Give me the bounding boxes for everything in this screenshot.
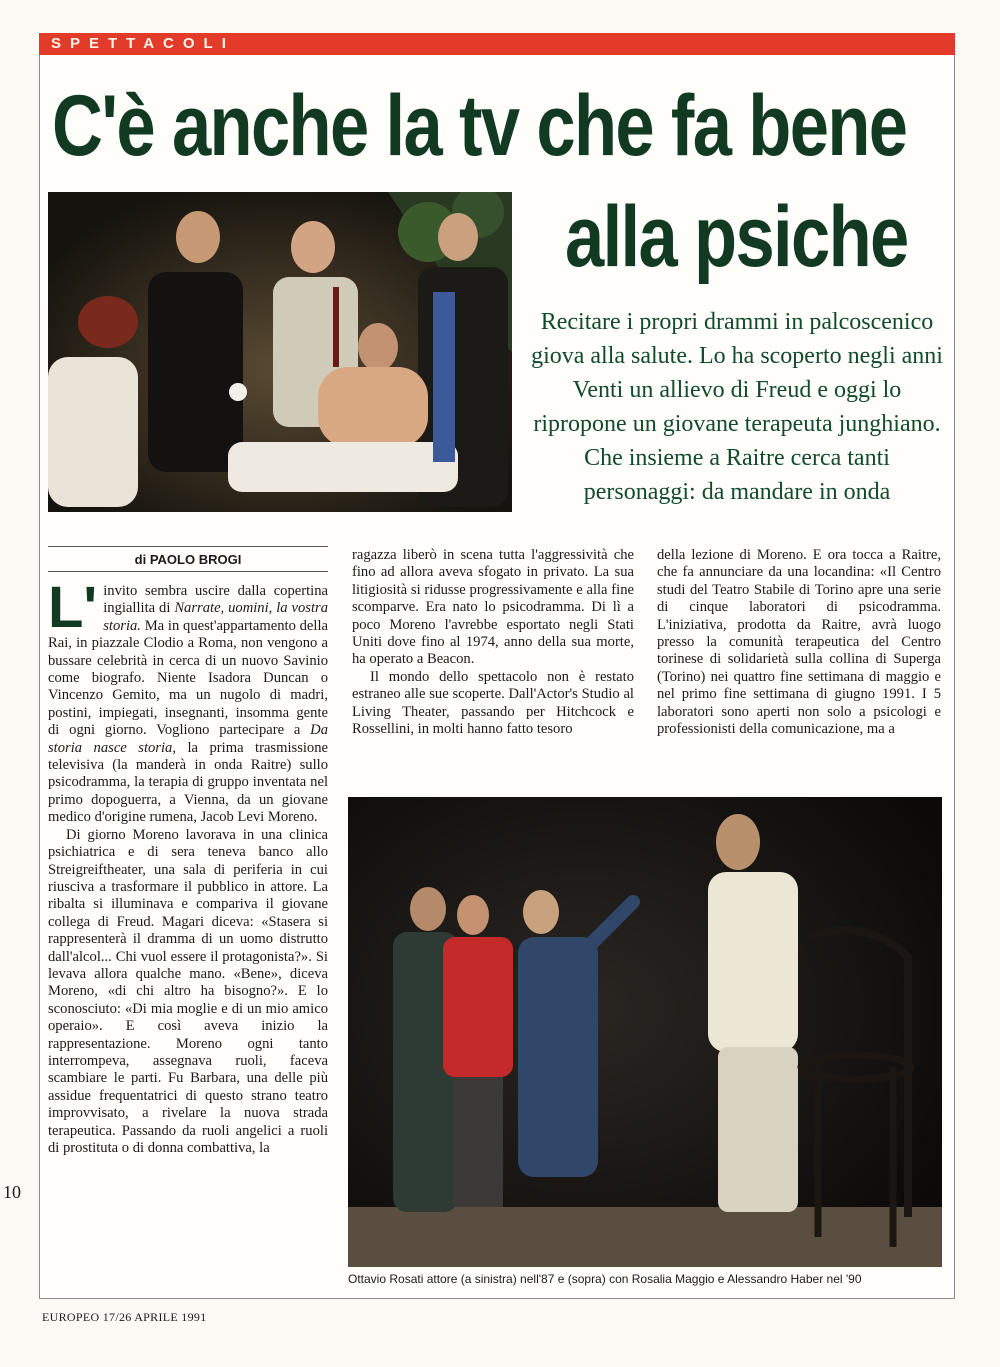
paragraph xyxy=(48,575,328,827)
headline-line-2: alla psiche xyxy=(565,189,908,285)
paragraph-text: Ma in quest'appartamento della Rai, in piazzale Clodio a Roma, non vengono a bussare celebrità in cerca di un nuovo Savinio come biografo. Niente Isadora Duncan o Vincenzo Gemito, ma un nugolo di madri, postini, impiegati, insegnanti, insomma gente di ogni giorno. Vogliono partecipare a xyxy=(48,617,328,739)
paragraph: Di giorno Moreno lavorava in una clinica psichiatrica e di sera teneva banco allo Streigreiftheater, una sala di periferia in cui riusciva a trasformare il pubblico in attore. La ribalta si illuminava e compariva il giovane collega di Freud. Magari diceva: «Stasera si rappresenterà il dramma di un uomo distrutto dall'alcol... Chi vuol essere il protagonista?». Si levava allora qualche mano. «Bene», diceva Moreno, «di chi altro ha bisogno?». E lo sconosciuto: «Di mia moglie e di un mio amico operaio». E così aveva inizio la rappresentazione. Moreno ogni tanto interrompeva, assegnava ruoli, faceva scambiare le parti. Fu Barbara, una delle più assidue frequentatrici di questo strano teatro improvvisato, a rivelare la nuova strada terapeutica. Passando da ruoli angelici a ruoli di prostituta o di donna combattiva, la xyxy=(48,826,328,1156)
byline-rule-bottom xyxy=(48,571,328,572)
paragraph-text: la prima trasmissione televisiva (la manderà in onda Raitre) sullo psicodramma, la terapia di gruppo inventata nel primo dopoguerra, a Vienna, da un giovane medico d'origine rumena, Jacob Levi Moreno. xyxy=(48,739,328,826)
stage-photo-bottom xyxy=(348,797,942,1267)
paragraph-text: invito sembra uscire dalla copertina ingiallita di xyxy=(103,583,328,617)
issue-footer: EUROPEO 17/26 APRILE 1991 xyxy=(42,1310,207,1324)
article-column-1 xyxy=(48,575,328,1157)
book-title: Narrate, uomini, la vostra storia. xyxy=(103,600,328,634)
byline: di PAOLO BROGI xyxy=(134,552,242,567)
article-subtitle: Recitare i propri drammi in palcoscenico giova alla salute. Lo ha scoperto negli anni Venti un allievo di Freud e oggi lo ripropone un giovane terapeuta junghiano. Che insieme a Raitre cerca tanti personaggi: da mandare in onda xyxy=(531,309,943,505)
paragraph: Il mondo dello spettacolo non è restato estraneo alle sue scoperte. Dall'Actor's Studio al Living Theater, passando per Hitchcock e Rossellini, in molti hanno fatto tesoro xyxy=(352,668,634,738)
drop-cap: L' xyxy=(48,575,98,640)
photo-caption: Ottavio Rosati attore (a sinistra) nell'87 e (sopra) con Rosalia Maggio e Alessandro Haber nel '90 xyxy=(348,1272,862,1286)
article-column-2 xyxy=(352,547,634,738)
paragraph: della lezione di Moreno. E ora tocca a Raitre, che fa annunciare da una locandina: «Il Centro studi del Teatro Stabile di Torino apre una serie di cinque laboratori di psicodramma. L'iniziativa, prodotta da Raitre, avrà luogo presso la comunità terapeutica del Centro torinese di solidarietà sulla collina di Superga (Torino) nei quattro fine settimana di maggio e nel primo fine settimana di giugno 1991. I 5 laboratori sono aperti non solo a psicologi e professionisti della comunicazione, ma a xyxy=(657,547,941,738)
section-label: SPETTACOLI xyxy=(51,35,235,52)
program-title: Da storia nasce storia, xyxy=(48,722,328,756)
page-number: 10 xyxy=(3,1182,21,1202)
byline-rule-top xyxy=(48,546,328,547)
section-bar xyxy=(39,33,955,55)
paragraph: ragazza liberò in scena tutta l'aggressività che fino ad allora aveva sfogato in privato. La sua litigiosità si ridusse progressivamente e alla fine scomparve. Era nato lo psicodramma. Di lì a poco Moreno l'avrebbe esportato negli Stati Uniti dove fino al 1974, anno della sua morte, ha operato a Beacon. xyxy=(352,547,634,668)
article-column-3 xyxy=(657,547,941,738)
stage-photo-top xyxy=(48,192,512,512)
headline-line-1: C'è anche la tv che fa bene xyxy=(52,78,907,174)
